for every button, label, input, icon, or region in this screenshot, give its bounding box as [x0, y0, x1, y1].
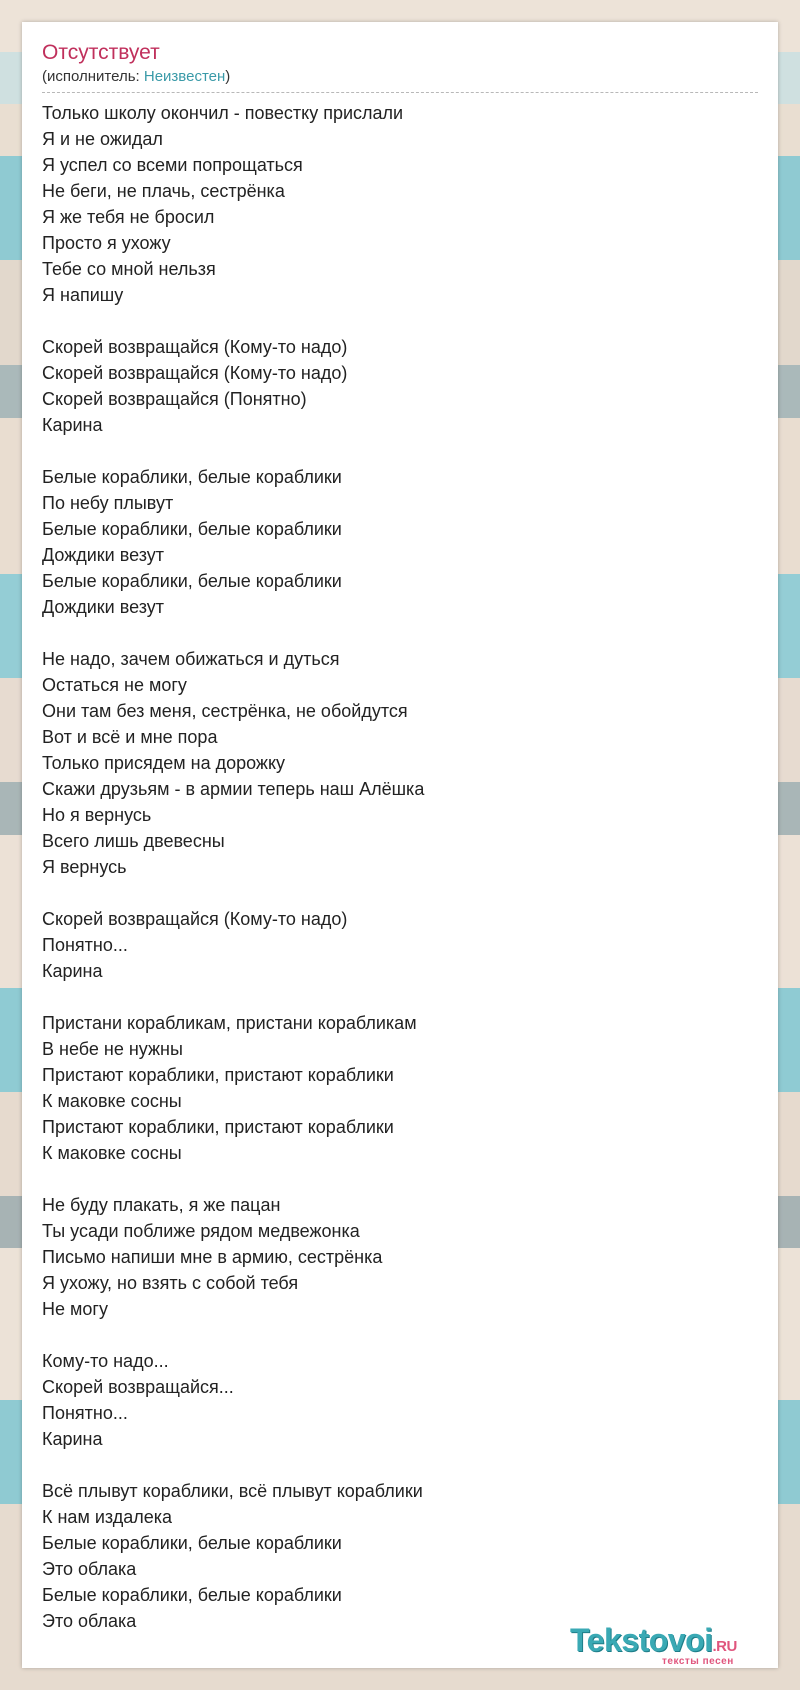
logo-tld: .RU: [712, 1638, 737, 1655]
lyric-line: В небе не нужны: [42, 1039, 183, 1059]
lyric-line: Пристани корабликам, пристани корабликам: [42, 1013, 417, 1033]
lyric-line: Но я вернусь: [42, 805, 152, 825]
lyric-line: Белые кораблики, белые кораблики: [42, 1533, 342, 1553]
lyric-line: Всего лишь двевесны: [42, 831, 225, 851]
lyric-line: Просто я ухожу: [42, 233, 171, 253]
verse: [42, 100, 758, 308]
lyric-line: Карина: [42, 1429, 103, 1449]
lyric-line: Карина: [42, 415, 103, 435]
lyric-line: Белые кораблики, белые кораблики: [42, 1585, 342, 1605]
lyric-line: Они там без меня, сестрёнка, не обойдутся: [42, 701, 408, 721]
lyric-line: Я напишу: [42, 285, 124, 305]
lyric-line: Белые кораблики, белые кораблики: [42, 519, 342, 539]
lyric-line: Это облака: [42, 1559, 137, 1579]
lyric-line: Дождики везут: [42, 545, 165, 565]
lyric-line: Я вернусь: [42, 857, 127, 877]
verse: [42, 906, 758, 984]
lyric-line: К нам издалека: [42, 1507, 173, 1527]
lyric-line: Скорей возвращайся (Кому-то надо): [42, 337, 348, 357]
lyric-line: Не беги, не плачь, сестрёнка: [42, 181, 285, 201]
lyric-line: Белые кораблики, белые кораблики: [42, 467, 342, 487]
lyric-line: Скорей возвращайся (Понятно): [42, 389, 307, 409]
logo-main-text: Tekstovoi: [570, 1622, 713, 1658]
lyrics-card: [22, 22, 778, 1668]
lyric-line: По небу плывут: [42, 493, 174, 513]
verse: [42, 334, 758, 438]
lyric-line: Дождики везут: [42, 597, 165, 617]
verse: [42, 464, 758, 620]
artist-link[interactable]: Неизвестен: [143, 68, 226, 85]
verse: [42, 1010, 758, 1166]
lyric-line: Кому-то надо...: [42, 1351, 169, 1371]
lyric-line: Пристают кораблики, пристают кораблики: [42, 1117, 394, 1137]
lyric-line: Скорей возвращайся (Кому-то надо): [42, 363, 348, 383]
site-logo[interactable]: [570, 1624, 770, 1668]
artist-line: [42, 68, 230, 85]
lyric-line: Только присядем на дорожку: [42, 753, 286, 773]
verse: [42, 646, 758, 880]
lyric-line: Пристают кораблики, пристают кораблики: [42, 1065, 394, 1085]
verse: [42, 1478, 758, 1634]
lyric-line: Скорей возвращайся...: [42, 1377, 234, 1397]
lyric-line: Не надо, зачем обижаться и дуться: [42, 649, 340, 669]
lyric-line: Не могу: [42, 1299, 108, 1319]
artist-prefix: (исполнитель:: [42, 68, 144, 85]
artist-suffix: ): [225, 68, 231, 85]
lyrics-body: [42, 100, 758, 1660]
lyric-line: Всё плывут кораблики, всё плывут кораблики: [42, 1481, 423, 1501]
lyric-line: Скорей возвращайся (Кому-то надо): [42, 909, 348, 929]
lyric-line: Я успел со всеми попрощаться: [42, 155, 303, 175]
lyric-line: Письмо напиши мне в армию, сестрёнка: [42, 1247, 383, 1267]
lyric-line: Вот и всё и мне пора: [42, 727, 218, 747]
lyric-line: Ты усади поближе рядом медвежонка: [42, 1221, 360, 1241]
lyric-line: Я ухожу, но взять с собой тебя: [42, 1273, 299, 1293]
divider: [42, 92, 758, 93]
song-title: Отсутствует: [42, 41, 160, 64]
lyric-line: Я и не ожидал: [42, 129, 163, 149]
lyric-line: Белые кораблики, белые кораблики: [42, 571, 342, 591]
lyric-line: Только школу окончил - повестку прислали: [42, 103, 404, 123]
verse: [42, 1192, 758, 1322]
lyric-line: Скажи друзьям - в армии теперь наш Алёшка: [42, 779, 425, 799]
lyric-line: Я же тебя не бросил: [42, 207, 215, 227]
lyric-line: Не буду плакать, я же пацан: [42, 1195, 281, 1215]
lyric-line: Карина: [42, 961, 103, 981]
lyric-line: Тебе со мной нельзя: [42, 259, 216, 279]
lyric-line: Понятно...: [42, 1403, 128, 1423]
lyric-line: Это облака: [42, 1611, 137, 1631]
lyric-line: К маковке сосны: [42, 1143, 182, 1163]
lyric-line: Понятно...: [42, 935, 128, 955]
logo-subtitle: тексты песен: [662, 1656, 734, 1667]
lyric-line: Остаться не могу: [42, 675, 187, 695]
lyric-line: К маковке сосны: [42, 1091, 182, 1111]
verse: [42, 1348, 758, 1452]
